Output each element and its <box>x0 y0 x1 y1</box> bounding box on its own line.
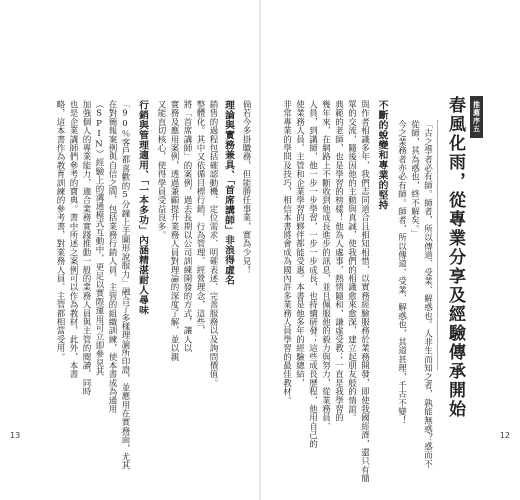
left-para-1-line-1: 銷售的過程包括確認動機、定位需求、明確表述、完善服務以及詢問價值。 <box>208 100 218 388</box>
left-para-2-line-1: 「90％客戶都喜歡的5分鐘上手圖形說服力」融合了多樣理論所印證，並應用在實務面，尤其 <box>120 100 130 470</box>
left-heading-2: 行銷與管理適用、「一本多功」內涵精湛耐人尋味 <box>137 100 148 316</box>
left-para-1-line-4: 實務及應用案例，透過兼顧提升業務人員對理論的深度了解，並以親 <box>169 100 179 361</box>
quote-line-1: 「古之學者必有師。師者，所以傳道、受業、解惑也。人非生而知之者，孰能無惑？惑而不 <box>422 120 433 468</box>
right-para-1-line-6: 使業務人員、主管和企業學習的夥伴都能受惠。本書是他多年的經驗總結， <box>294 100 305 388</box>
right-para-1-line-1: 與作者相識多年，我們志同道合且相知相惜，以實務經驗服務於業務開發，即使我國經濟，還只有簡 <box>359 100 370 483</box>
left-heading-1: 理論與實務兼具、「首席講師」非浪得虛名 <box>223 100 234 286</box>
left-para-2-line-4: 加強個人的專業能力，適合業務實踐推動一般的業務人員與主管的閱讀，同時 <box>81 100 91 396</box>
left-para-2-line-5: 也是企業講師們參考的寶典。書中所述之案例可以作為教材，此外，本書 <box>68 100 78 379</box>
right-para-1-line-4: 幾年來，在網路上不斷收到他成長進步的訊息，並且佩服他的毅力與努力，從業務員、 <box>320 100 331 431</box>
right-para-1-line-5: 人員，到講師，他一步一步學習，一步一步成長，也持續研發；這些成長歷程，他用自己的 <box>307 100 318 448</box>
left-para-1-line-5: 又能直切核心，使得學員受益良多。 <box>156 100 166 240</box>
quote-line-3: 今之業務者亦必有師。師者，所以傳道、受業、解惑也，其道甚理，千古不變！ <box>396 120 407 425</box>
left-para-1-line-2: 整體化。其中又依循目標行銷、行為管理、經營理念，這些， <box>195 100 205 335</box>
left-page <box>0 0 259 500</box>
right-page <box>261 0 520 500</box>
left-intro-line: 倘若今多掛職務，但能勝任事業，實為少見！ <box>241 100 251 274</box>
left-page-number: 13 <box>10 431 21 440</box>
left-para-2-line-6: 略，這本書作為教育訓練的參考書，對業務人員、主管都相當受用。 <box>55 100 65 361</box>
right-page-number: 12 <box>499 431 510 440</box>
right-heading-1: 不斷的蛻變和專業的堅持 <box>376 100 388 210</box>
left-para-2-line-3: （SPIN）經驗上的溝通模式互動中，更足以實際運用可立即參見其 <box>94 100 104 376</box>
quote-line-2: 從師，其為惑也，終不解矣。」 <box>409 120 420 238</box>
quote-rule <box>437 120 438 370</box>
left-para-1-line-3: 將「首席講師」的案例，過去長期以公司訓練開發的方式，讓人以 <box>182 100 192 353</box>
left-para-2-line-2: 在對簡報案例與自信之間，包括業務行銷人員、主管的組織訓練，使本書成為通用 <box>107 100 117 414</box>
chapter-label: 推薦序五 <box>470 96 483 138</box>
right-para-1-line-7: 非常專業的學問及技巧，相信本書將會成為國內許多業務人員學習的最佳教材。 <box>281 100 292 405</box>
right-para-1-line-3: 典範的老師，也是學習的榜樣！他為人處事，熱情隨和，謙虛受教；一直是我學習的 <box>333 100 344 422</box>
right-para-1-line-2: 單的交流，隨後因他的主動與真誠，使我們的相識愈來愈深，建立起朋友般的情誼。 <box>346 100 357 422</box>
chapter-title: 春風化雨，從專業分享及經驗傳承開始 <box>445 96 465 419</box>
